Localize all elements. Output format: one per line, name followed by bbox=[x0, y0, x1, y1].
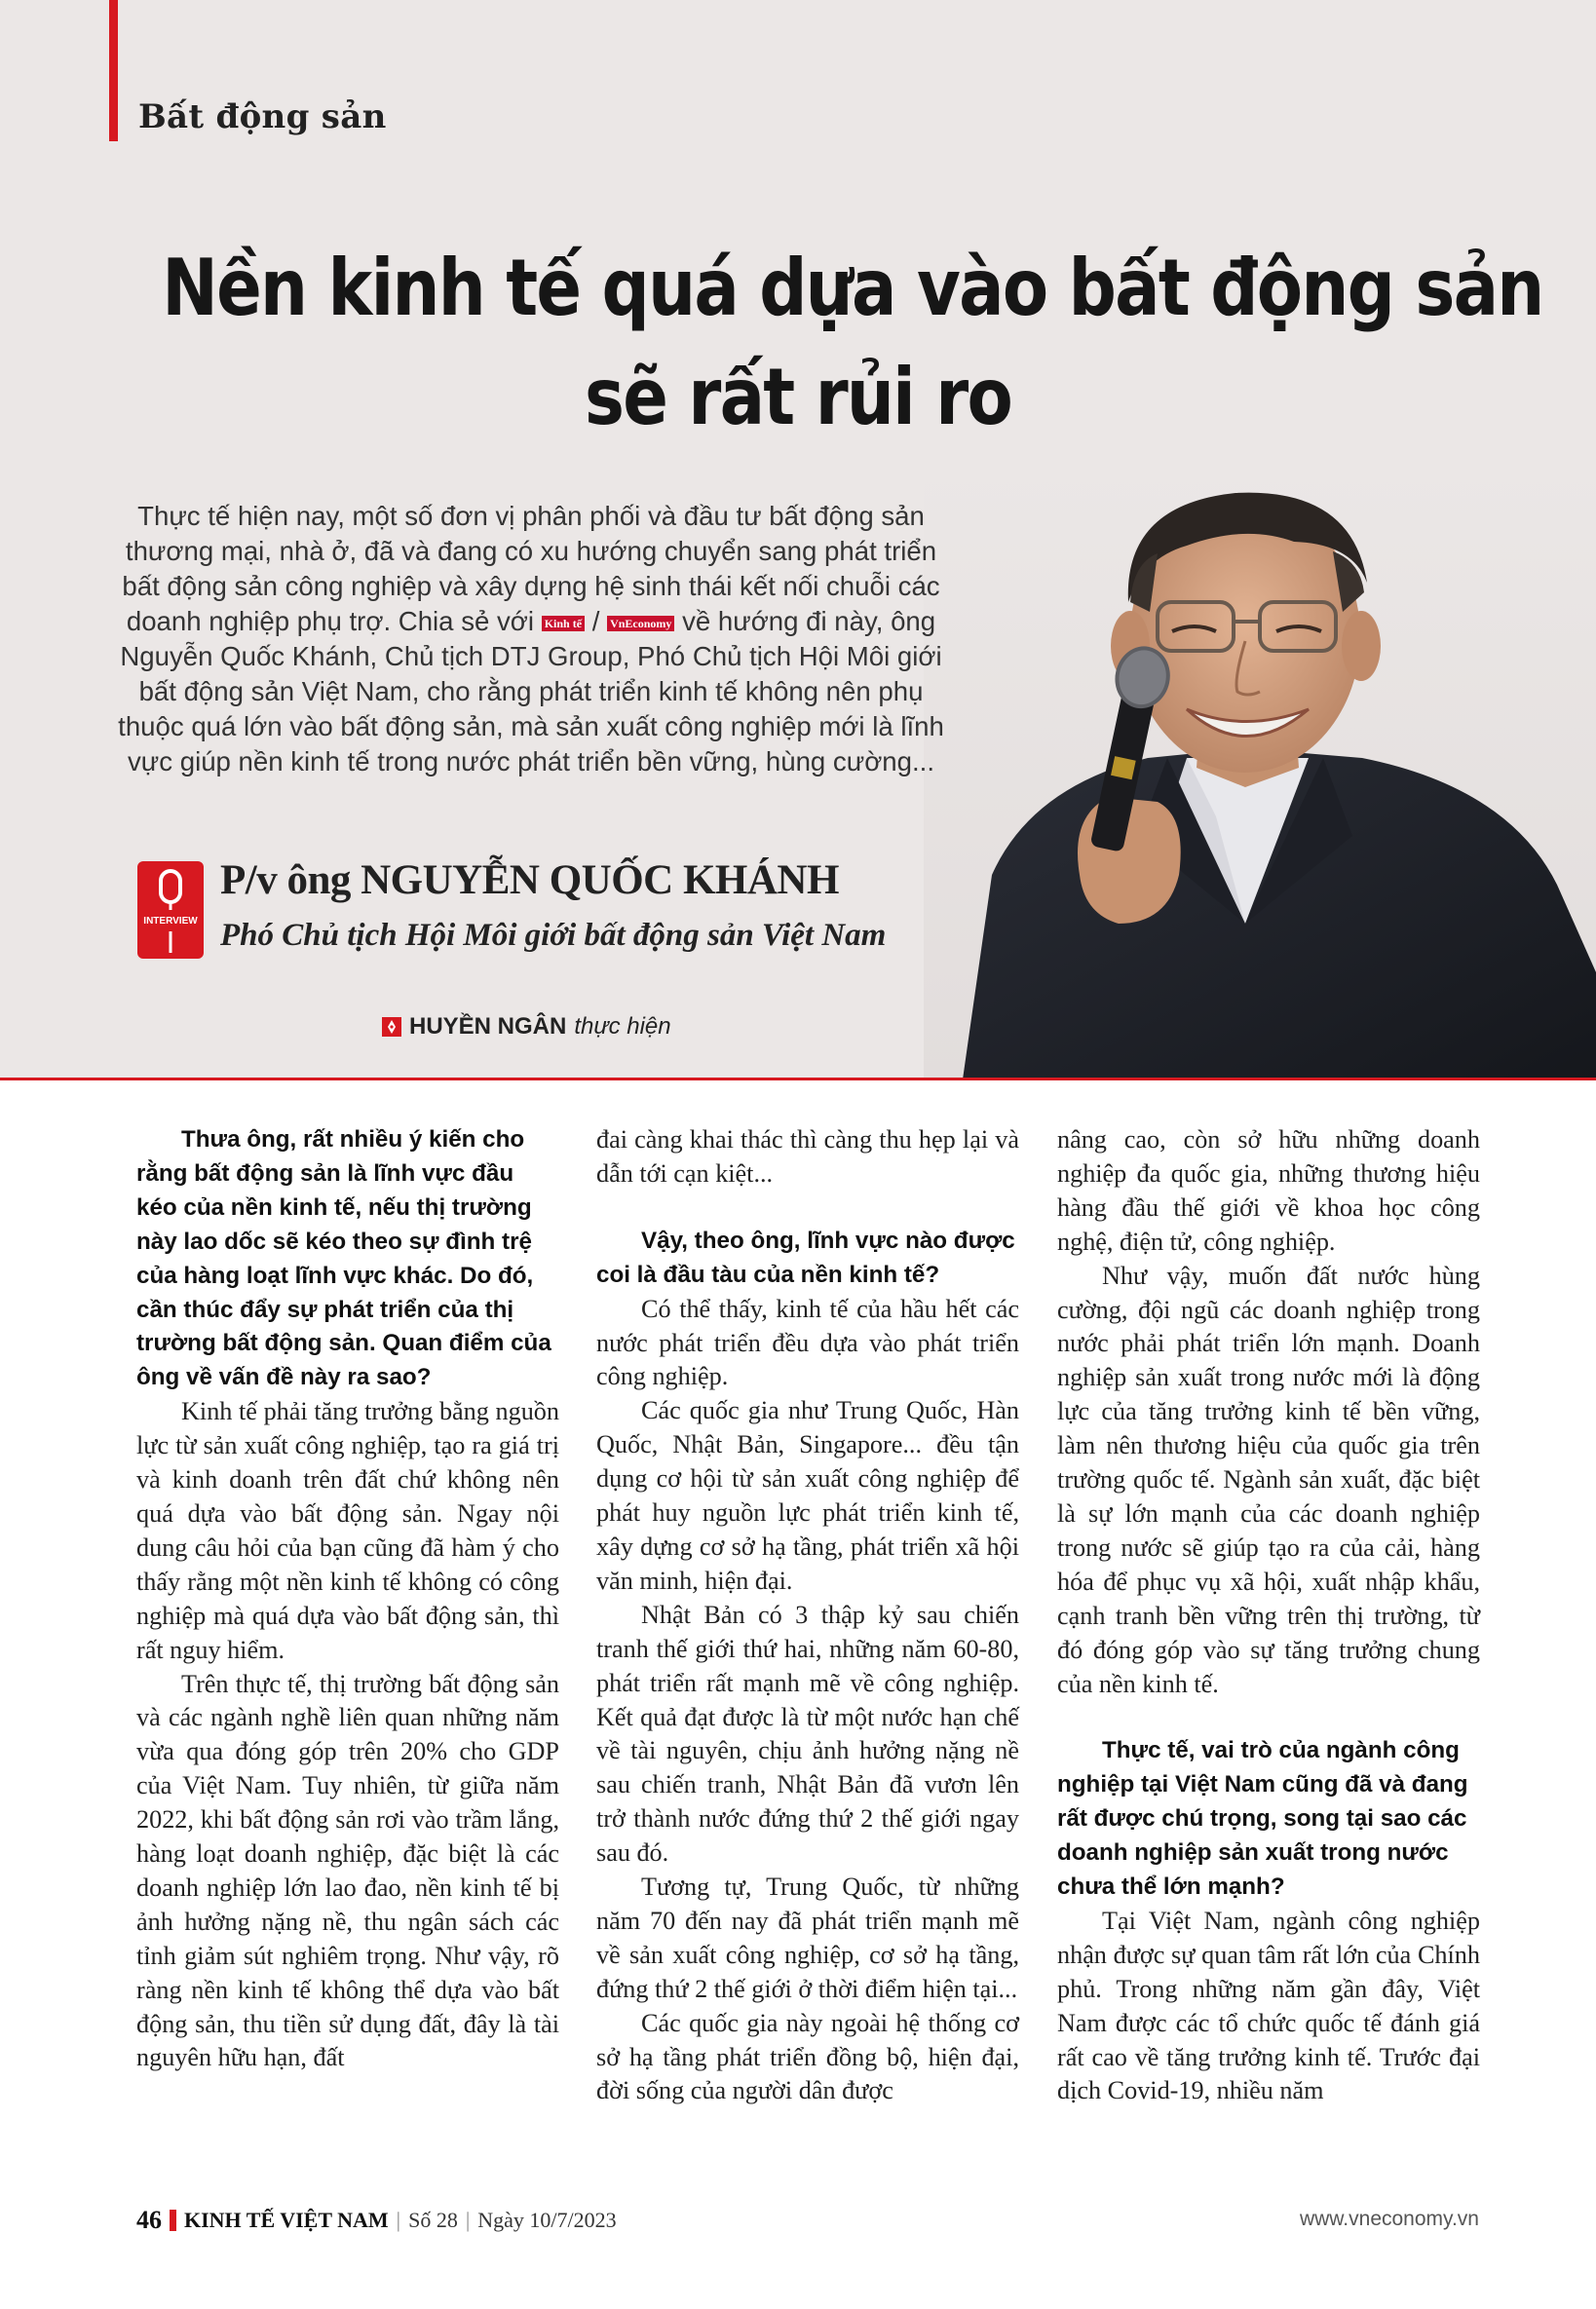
interviewee-photo bbox=[924, 466, 1596, 1079]
question-3: Thực tế, vai trò của ngành công nghiệp tại Việt Nam cũng đã và đang rất được chú trọng, song tại sao các doanh nghiệp sản xuất trong nước chưa thể lớn mạnh? bbox=[1057, 1737, 1468, 1901]
article-column-2 bbox=[596, 1123, 1019, 2108]
paragraph: đai càng khai thác thì càng thu hẹp lại và dẫn tới cạn kiệt... bbox=[596, 1125, 1019, 1188]
article-column-3 bbox=[1057, 1123, 1480, 2108]
footer-left bbox=[136, 2206, 617, 2235]
section-accent-bar bbox=[109, 0, 118, 141]
page-number: 46 bbox=[136, 2206, 162, 2234]
lede-text-1: Thực tế hiện nay, một số đơn vị phân phối và đầu tư bất động sản thương mại, nhà ở, đã và đang có xu hướng chuyển sang phát triển bất động sản công nghiệp và xây dựng hệ sinh thái kết nối chuỗi các doanh nghiệp phụ trợ. Chia sẻ với bbox=[122, 501, 940, 636]
paragraph: Trên thực tế, thị trường bất động sản và các ngành nghề liên quan những năm vừa qua đóng góp trên 20% cho GDP của Việt Nam. Tuy nhiên, từ giữa năm 2022, khi bất động sản rơi vào trầm lắng, hàng loạt doanh nghiệp, đặc biệt là các doanh nghiệp lớn lao đao, nền kinh tế bị ảnh hưởng nặng nề, thu ngân sách các tỉnh giảm sút nghiêm trọng. Như vậy, rõ ràng nền kinh tế không thể dựa vào bất động sản, thu tiền sử dụng đất, đây là tài nguyên hữu hạn, đất bbox=[136, 1669, 559, 2072]
headline bbox=[162, 234, 1543, 452]
paragraph: Nhật Bản có 3 thập kỷ sau chiến tranh thế giới thứ hai, những năm 60-80, phát triển rất mạnh mẽ về công nghiệp. Kết quả đạt được là từ một nước hạn chế về tài nguyên, chịu ảnh hưởng nặng nề sau chiến tranh, Nhật Bản đã vươn lên trở thành nước đứng thứ 2 thế giới ngay sau đó. bbox=[596, 1600, 1019, 1868]
interview-icon bbox=[137, 861, 204, 959]
paragraph: Như vậy, muốn đất nước hùng cường, đội ngũ các doanh nghiệp trong nước phải phát triển lớn mạnh. Doanh nghiệp sản xuất trong nước mới là động lực của tăng trưởng kinh tế bền vững, làm nên thương hiệu của quốc gia trên trường quốc tế. Ngành sản xuất, đặc biệt là sự lớn mạnh của các doanh nghiệp trong nước sẽ giúp tạo ra của cải, hàng hóa để phục vụ xã hội, xuất nhập khẩu, cạnh tranh bền vững trên thị trường, từ đó đóng góp vào sự tăng trưởng chung của nền kinh tế. bbox=[1057, 1261, 1480, 1698]
portrait-illustration bbox=[924, 466, 1596, 1079]
spacer bbox=[1057, 1701, 1480, 1734]
issue-date: Ngày 10/7/2023 bbox=[477, 2208, 617, 2232]
website-url[interactable]: www.vneconomy.vn bbox=[1299, 2208, 1479, 2230]
footer-red-mark bbox=[170, 2210, 176, 2231]
pen-icon bbox=[382, 1017, 401, 1037]
question-1: Thưa ông, rất nhiều ý kiến cho rằng bất động sản là lĩnh vực đầu kéo của nền kinh tế, nếu thị trường này lao dốc sẽ kéo theo sự đình trệ của hàng loạt lĩnh vực khác. Do đó, cần thúc đẩy sự phát triển của thị trường bất động sản. Quan điểm của ông về vấn đề này ra sao? bbox=[136, 1126, 551, 1391]
interviewee-title: Phó Chủ tịch Hội Môi giới bất động sản Việt Nam bbox=[220, 918, 887, 953]
paragraph: Các quốc gia này ngoài hệ thống cơ sở hạ tầng phát triển đồng bộ, hiện đại, đời sống của người dân được bbox=[596, 2008, 1019, 2105]
svg-text:INTERVIEW: INTERVIEW bbox=[143, 916, 198, 927]
lede-text-2: về hướng đi này, ông Nguyễn Quốc Khánh, Chủ tịch DTJ Group, Phó Chủ tịch Hội Môi giới bất động sản Việt Nam, cho rằng phát triển kinh tế không nên phụ thuộc quá lớn vào bất động sản, mà sản xuất công nghiệp mới là lĩnh vực giúp nền kinh tế trong nước phát triển bền vững, hùng cường... bbox=[118, 606, 944, 776]
question-2: Vậy, theo ông, lĩnh vực nào được coi là đầu tàu của nền kinh tế? bbox=[596, 1227, 1015, 1288]
article-column-1 bbox=[136, 1123, 559, 2075]
lede-paragraph bbox=[117, 499, 945, 779]
lede-slash: / bbox=[591, 606, 600, 636]
spacer bbox=[596, 1192, 1019, 1225]
interviewee-name: P/v ông NGUYỄN QUỐC KHÁNH bbox=[220, 857, 839, 903]
byline-author: HUYỀN NGÂN bbox=[409, 1013, 567, 1040]
paragraph: Tương tự, Trung Quốc, từ những năm 70 đến nay đã phát triển mạnh mẽ về sản xuất công nghiệp, cơ sở hạ tầng, đứng thứ 2 thế giới ở thời điểm hiện tại... bbox=[596, 1873, 1019, 2003]
footer-separator: | bbox=[465, 2208, 471, 2232]
header-divider bbox=[0, 1078, 1596, 1080]
paragraph: Có thể thấy, kinh tế của hầu hết các nước phát triển đều dựa vào phát triển công nghiệp. bbox=[596, 1294, 1019, 1391]
headline-line-1: Nền kinh tế quá dựa vào bất động sản bbox=[162, 243, 1543, 333]
issue-number: Số 28 bbox=[408, 2208, 458, 2232]
paragraph: Kinh tế phải tăng trưởng bằng nguồn lực từ sản xuất công nghiệp, tạo ra giá trị và kinh doanh trên đất chứ không nên quá dựa vào bất động sản. Ngay nội dung câu hỏi của bạn cũng đã hàm ý cho thấy rằng một nền kinh tế không có công nghiệp mà quá dựa vào bất động sản, thì rất nguy hiểm. bbox=[136, 1397, 559, 1664]
byline bbox=[382, 1013, 671, 1041]
kinh-te-logo-badge: Kinh tế bbox=[542, 616, 585, 631]
footer-separator: | bbox=[396, 2208, 401, 2232]
paragraph: Tại Việt Nam, ngành công nghiệp nhận được sự quan tâm rất lớn của Chính phủ. Trong những năm gần đây, Việt Nam được các tổ chức quốc tế đánh giá rất cao về tăng trưởng kinh tế. Trước đại dịch Covid-19, nhiều năm bbox=[1057, 1906, 1480, 2105]
paragraph: nâng cao, còn sở hữu những doanh nghiệp đa quốc gia, những thương hiệu hàng đầu thế giới về khoa học công nghệ, điện tử, công nghiệp. bbox=[1057, 1125, 1480, 1256]
headline-line-2: sẽ rất rủi ro bbox=[584, 352, 1012, 442]
byline-suffix: thực hiện bbox=[574, 1013, 671, 1040]
paragraph: Các quốc gia như Trung Quốc, Hàn Quốc, Nhật Bản, Singapore... đều tận dụng cơ hội từ sản xuất công nghiệp để phát huy nguồn lực phát triển kinh tế, xây dựng cơ sở hạ tầng, phát triển xã hội văn minh, hiện đại. bbox=[596, 1396, 1019, 1595]
page-footer bbox=[136, 2206, 1479, 2235]
section-label: Bất động sản bbox=[138, 97, 387, 136]
vneconomy-logo-badge: VnEconomy bbox=[607, 616, 674, 631]
magazine-name: KINH TẾ VIỆT NAM bbox=[184, 2208, 389, 2232]
